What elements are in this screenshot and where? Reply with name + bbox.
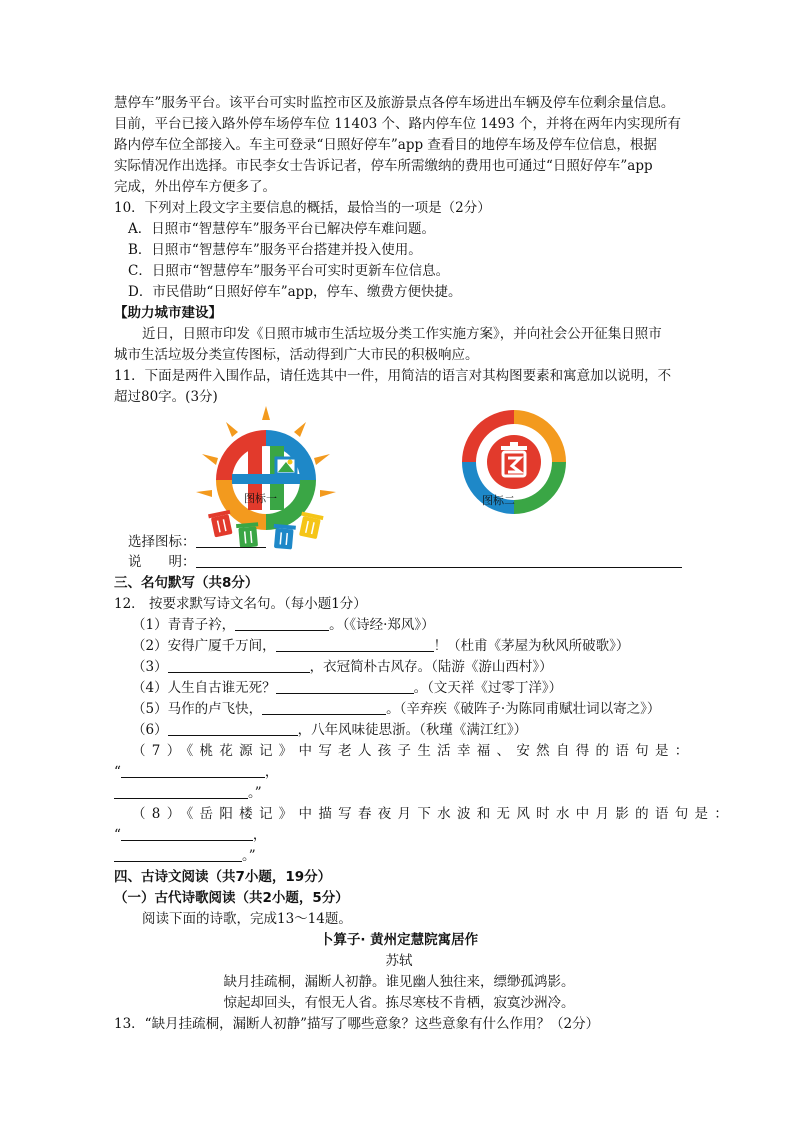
- recite-blank[interactable]: [235, 615, 329, 631]
- question-12-stem: 12． 按要求默写诗文名句。（每小题1分）: [114, 596, 367, 612]
- logo-two-caption: 图标二: [482, 494, 515, 507]
- poem-line: 惊起却回头，有恨无人省。拣尽寒枝不肯栖，寂寞沙洲冷。: [223, 995, 575, 1011]
- recite-item-8-line2: 。”: [114, 846, 684, 867]
- section-4-subheading: （一）古代诗歌阅读（共2小题，5分）: [114, 890, 349, 906]
- option-c: C．日照市“智慧停车”服务平台可实时更新车位信息。: [128, 263, 450, 279]
- recite-blank[interactable]: [121, 825, 253, 841]
- choose-icon-blank[interactable]: [196, 532, 266, 548]
- passage-line: 完成，外出停车方便多了。: [114, 179, 276, 195]
- recite-blank[interactable]: [114, 846, 242, 862]
- recite-blank[interactable]: [276, 636, 434, 652]
- recite-item-3: （3） ，衣冠简朴古风存。（陆游《游山西村》）: [132, 659, 553, 675]
- section-heading-city: 【助力城市建设】: [114, 305, 222, 321]
- choose-icon-row: [128, 532, 698, 553]
- logo-one-image: [192, 404, 340, 552]
- section-city-line: 近日，日照市印发《日照市城市生活垃圾分类工作实施方案》，并向社会公开征集日照市: [142, 326, 662, 342]
- question-10-stem: 10．下列对上段文字主要信息的概括，最恰当的一项是（2分）: [114, 200, 491, 216]
- reading-instruction: 阅读下面的诗歌，完成13～14题。: [142, 911, 352, 927]
- recite-item-8: （8）《岳阳楼记》中描写春夜月下水波和无风时水中月影的语句是：: [132, 806, 735, 822]
- passage-line: 慧停车”服务平台。该平台可实时监控市区及旅游景点各停车场进出车辆及停车位剩余量信息。: [114, 95, 675, 111]
- recite-item-1: （1）青青子衿， 。（《诗经·郑风》）: [132, 617, 435, 633]
- option-b: B．日照市“智慧停车”服务平台搭建并投入使用。: [128, 242, 422, 258]
- recite-blank[interactable]: [121, 762, 265, 778]
- explain-label: 说 明：: [128, 554, 196, 570]
- recite-blank[interactable]: [114, 783, 248, 799]
- recite-item-6: （6） ，八年风味徒思浙。（秋瑾《满江红》）: [132, 722, 528, 738]
- poem-author: 苏轼: [385, 953, 413, 969]
- recite-item-7: （7）《桃花源记》中写老人孩子生活幸福、安然自得的语句是：: [132, 743, 695, 759]
- explain-row: [128, 552, 698, 573]
- section-3-heading: 三、名句默写（共8分）: [114, 575, 259, 591]
- poem-title: 卜算子· 黄州定慧院寓居作: [319, 932, 479, 948]
- choose-icon-label: 选择图标：: [128, 534, 196, 550]
- passage-line: 实际情况作出选择。市民李女士告诉记者，停车所需缴纳的费用也可通过“日照好停车”app: [114, 158, 653, 174]
- recite-item-2: （2）安得广厦千万间， ！（杜甫《茅屋为秋风所破歌》）: [132, 638, 630, 654]
- recite-blank[interactable]: [276, 678, 414, 694]
- section-city-line: 城市生活垃圾分类宣传图标，活动得到广大市民的积极响应。: [114, 347, 479, 363]
- option-d: D．市民借助“日照好停车”app，停车、缴费方便快捷。: [128, 284, 462, 300]
- recite-item-4: （4）人生自古谁无死？ 。（文天祥《过零丁洋》）: [132, 680, 563, 696]
- question-13-stem: 13．“缺月挂疏桐，漏断人初静”描写了哪些意象？这些意象有什么作用？（2分）: [114, 1016, 600, 1032]
- poem-line: 缺月挂疏桐，漏断人初静。谁见幽人独往来，缥缈孤鸿影。: [223, 974, 575, 990]
- logo-two-image: [452, 406, 576, 518]
- logo-one-caption: 图标一: [244, 492, 277, 505]
- passage-line: 路内停车位全部接入。车主可登录“日照好停车”app 查看目的地停车场及停车位信息，根据: [114, 137, 657, 153]
- recite-blank[interactable]: [168, 657, 310, 673]
- section-4-heading: 四、古诗文阅读（共7小题，19分）: [114, 869, 332, 885]
- recite-item-8-line1: “ ，: [114, 827, 267, 843]
- question-11-stem: 超过80字。(3分): [114, 389, 218, 405]
- option-a: A．日照市“智慧停车”服务平台已解决停车难问题。: [128, 221, 436, 237]
- recite-blank[interactable]: [262, 699, 386, 715]
- recite-item-5: （5）马作的卢飞快， 。（辛弃疾《破阵子·为陈同甫赋壮词以寄之》）: [132, 701, 661, 717]
- recite-item-7-line1: “ ，: [114, 764, 279, 780]
- passage-line: 目前，平台已接入路外停车场停车位 11403 个、路内停车位 1493 个，并将在两年内实现所有: [114, 116, 681, 132]
- recite-blank[interactable]: [168, 720, 298, 736]
- question-11-stem: 11．下面是两件入围作品，请任选其中一件，用简洁的语言对其构图要素和寓意加以说明，不: [114, 368, 672, 384]
- explain-blank[interactable]: [196, 552, 682, 568]
- recite-item-7-line2: 。”: [114, 783, 684, 804]
